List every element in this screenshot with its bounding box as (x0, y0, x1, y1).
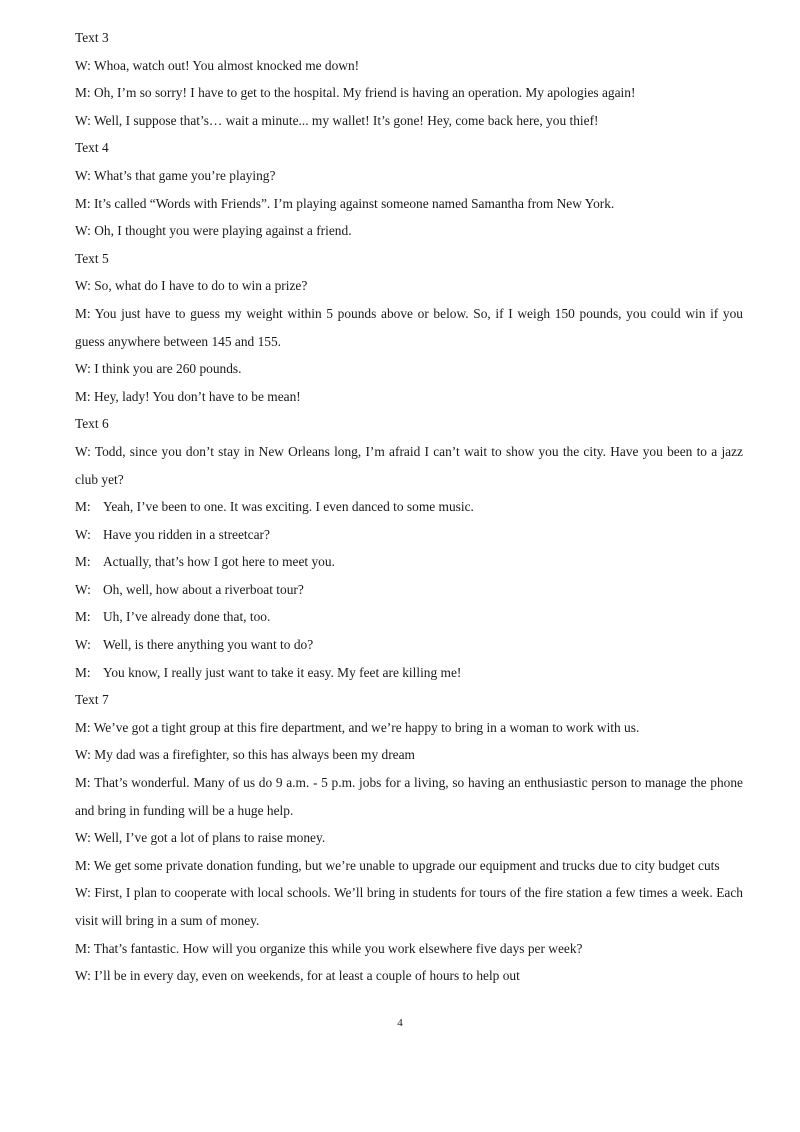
dialogue-line: M: We’ve got a tight group at this fire department, and we’re happy to bring in a woman to work with us. (75, 719, 640, 735)
dialogue-line (75, 631, 743, 659)
speaker-label: W: (75, 581, 91, 597)
speaker-label: W: (75, 637, 91, 653)
speaker-label: W: (75, 526, 91, 542)
dialogue-line (75, 576, 743, 604)
dialogue-line (75, 659, 743, 687)
document-body (75, 24, 743, 990)
utterance: Yeah, I’ve been to one. It was exciting. I even danced to some music. (103, 499, 474, 515)
dialogue-line (75, 521, 743, 549)
dialogue-line: W: Well, I’ve got a lot of plans to raise money. (75, 830, 326, 846)
dialogue-line (75, 548, 743, 576)
dialogue-line: W: Well, I suppose that’s… wait a minute... my wallet! It’s gone! Hey, come back here, you thief! (75, 112, 599, 128)
dialogue-paragraph: W: Todd, since you don’t stay in New Orleans long, I’m afraid I can’t wait to show you the city. Have you been to a jazz club yet? (75, 443, 743, 487)
dialogue-line (75, 603, 743, 631)
section-heading-text-3: Text 3 (75, 30, 109, 45)
speaker-label: M: (75, 554, 91, 570)
page-number: 4 (397, 1017, 403, 1029)
dialogue-line (75, 493, 743, 521)
dialogue-line: W: What’s that game you’re playing? (75, 167, 276, 183)
dialogue-paragraph: W: First, I plan to cooperate with local schools. We’ll bring in students for tours of the fire station a few times a week. Each visit will bring in a sum of money. (75, 885, 743, 928)
speaker-label: M: (75, 664, 91, 680)
utterance: You know, I really just want to take it easy. My feet are killing me! (103, 664, 462, 680)
speaker-label: M: (75, 499, 91, 515)
utterance: Uh, I’ve already done that, too. (103, 609, 271, 625)
dialogue-line: W: I think you are 260 pounds. (75, 361, 242, 377)
dialogue-line: W: So, what do I have to do to win a prize? (75, 278, 308, 294)
dialogue-paragraph: M: That’s wonderful. Many of us do 9 a.m. - 5 p.m. jobs for a living, so having an enthusiastic person to manage the phone and bring in funding will be a huge help. (75, 775, 743, 818)
dialogue-line: W: Whoa, watch out! You almost knocked me down! (75, 57, 360, 73)
dialogue-paragraph: M: You just have to guess my weight within 5 pounds above or below. So, if I weigh 150 pounds, you could win if you guess anywhere between 145 and 155. (75, 305, 743, 349)
dialogue-line: M: It’s called “Words with Friends”. I’m playing against someone named Samantha from New York. (75, 195, 615, 211)
utterance: Actually, that’s how I got here to meet you. (103, 554, 335, 570)
utterance: Oh, well, how about a riverboat tour? (103, 581, 304, 597)
dialogue-paragraph: M: We get some private donation funding, but we’re unable to upgrade our equipment and trucks due to city budget cuts (75, 857, 720, 873)
section-heading-text-7: Text 7 (75, 692, 109, 708)
dialogue-line: M: Oh, I’m so sorry! I have to get to the hospital. My friend is having an operation. My apologies again! (75, 85, 636, 101)
speaker-label: M: (75, 609, 91, 625)
dialogue-line: M: That’s fantastic. How will you organize this while you work elsewhere five days per week? (75, 940, 583, 956)
dialogue-line: W: I’ll be in every day, even on weekends, for at least a couple of hours to help out (75, 968, 520, 984)
section-heading-text-6: Text 6 (75, 416, 109, 432)
section-heading-text-4: Text 4 (75, 140, 109, 156)
dialogue-line: M: Hey, lady! You don’t have to be mean! (75, 388, 301, 404)
utterance: Well, is there anything you want to do? (103, 637, 314, 653)
dialogue-line: W: Oh, I thought you were playing against a friend. (75, 223, 352, 239)
utterance: Have you ridden in a streetcar? (103, 526, 270, 542)
section-heading-text-5: Text 5 (75, 250, 109, 266)
dialogue-line: W: My dad was a firefighter, so this has always been my dream (75, 747, 415, 763)
